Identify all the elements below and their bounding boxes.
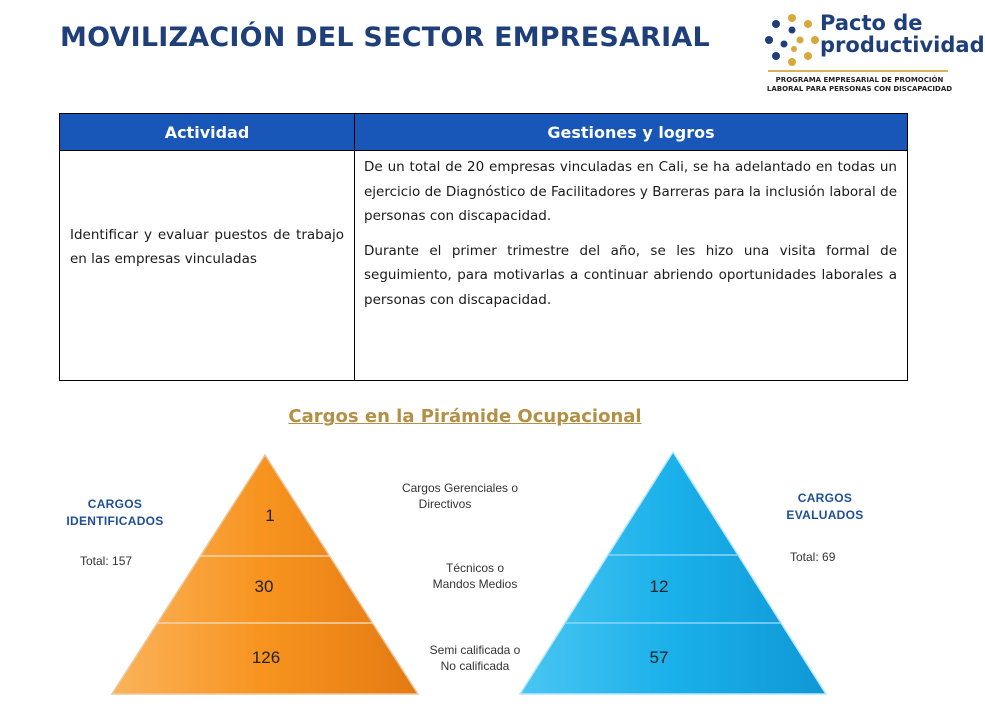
identified-value-middle: 30 xyxy=(254,577,274,596)
identified-value-top: 1 xyxy=(265,506,275,525)
identified-heading: CARGOS IDENTIFICADOS xyxy=(66,497,164,528)
evaluated-total: Total: 69 xyxy=(790,550,836,564)
level-label-middle: Técnicos o Mandos Medios xyxy=(432,561,518,591)
evaluated-heading: CARGOS EVALUADOS xyxy=(786,491,864,522)
achievement-paragraph: De un total de 20 empresas vinculadas en Cali, se ha adelantado en todas un ejercicio de Diagnóstico de Facilitadores y Barreras para la inclusión laboral de personas con discapacidad. xyxy=(364,159,897,224)
achievement-paragraph: Durante el primer trimestre del año, se les hizo una visita formal de seguimiento, para motivarlas a continuar abriendo oportunidades laborales a personas con discapacidad. xyxy=(364,242,897,308)
logo-wordmark: Pacto de productividad xyxy=(820,11,985,57)
evaluated-value-middle: 12 xyxy=(649,577,669,596)
level-label-bottom: Semi calificada o No calificada xyxy=(429,643,521,673)
identified-total: Total: 157 xyxy=(80,554,133,568)
column-header-gestiones: Gestiones y logros xyxy=(355,114,908,151)
identified-value-bottom: 126 xyxy=(251,648,281,667)
column-header-actividad: Actividad xyxy=(60,114,355,151)
activity-cell: Identificar y evaluar puestos de trabajo en las empresas vinculadas xyxy=(60,151,355,381)
logo-subtitle: PROGRAMA EMPRESARIAL DE PROMOCIÓN LABORAL PARA PERSONAS CON DISCAPACIDAD xyxy=(766,76,953,93)
evaluated-value-bottom: 57 xyxy=(649,648,669,667)
level-label-top: Cargos Gerenciales o Directivos xyxy=(401,481,519,511)
page-title: MOVILIZACIÓN DEL SECTOR EMPRESARIAL xyxy=(60,22,710,53)
section-title: Cargos en la Pirámide Ocupacional xyxy=(288,406,642,427)
